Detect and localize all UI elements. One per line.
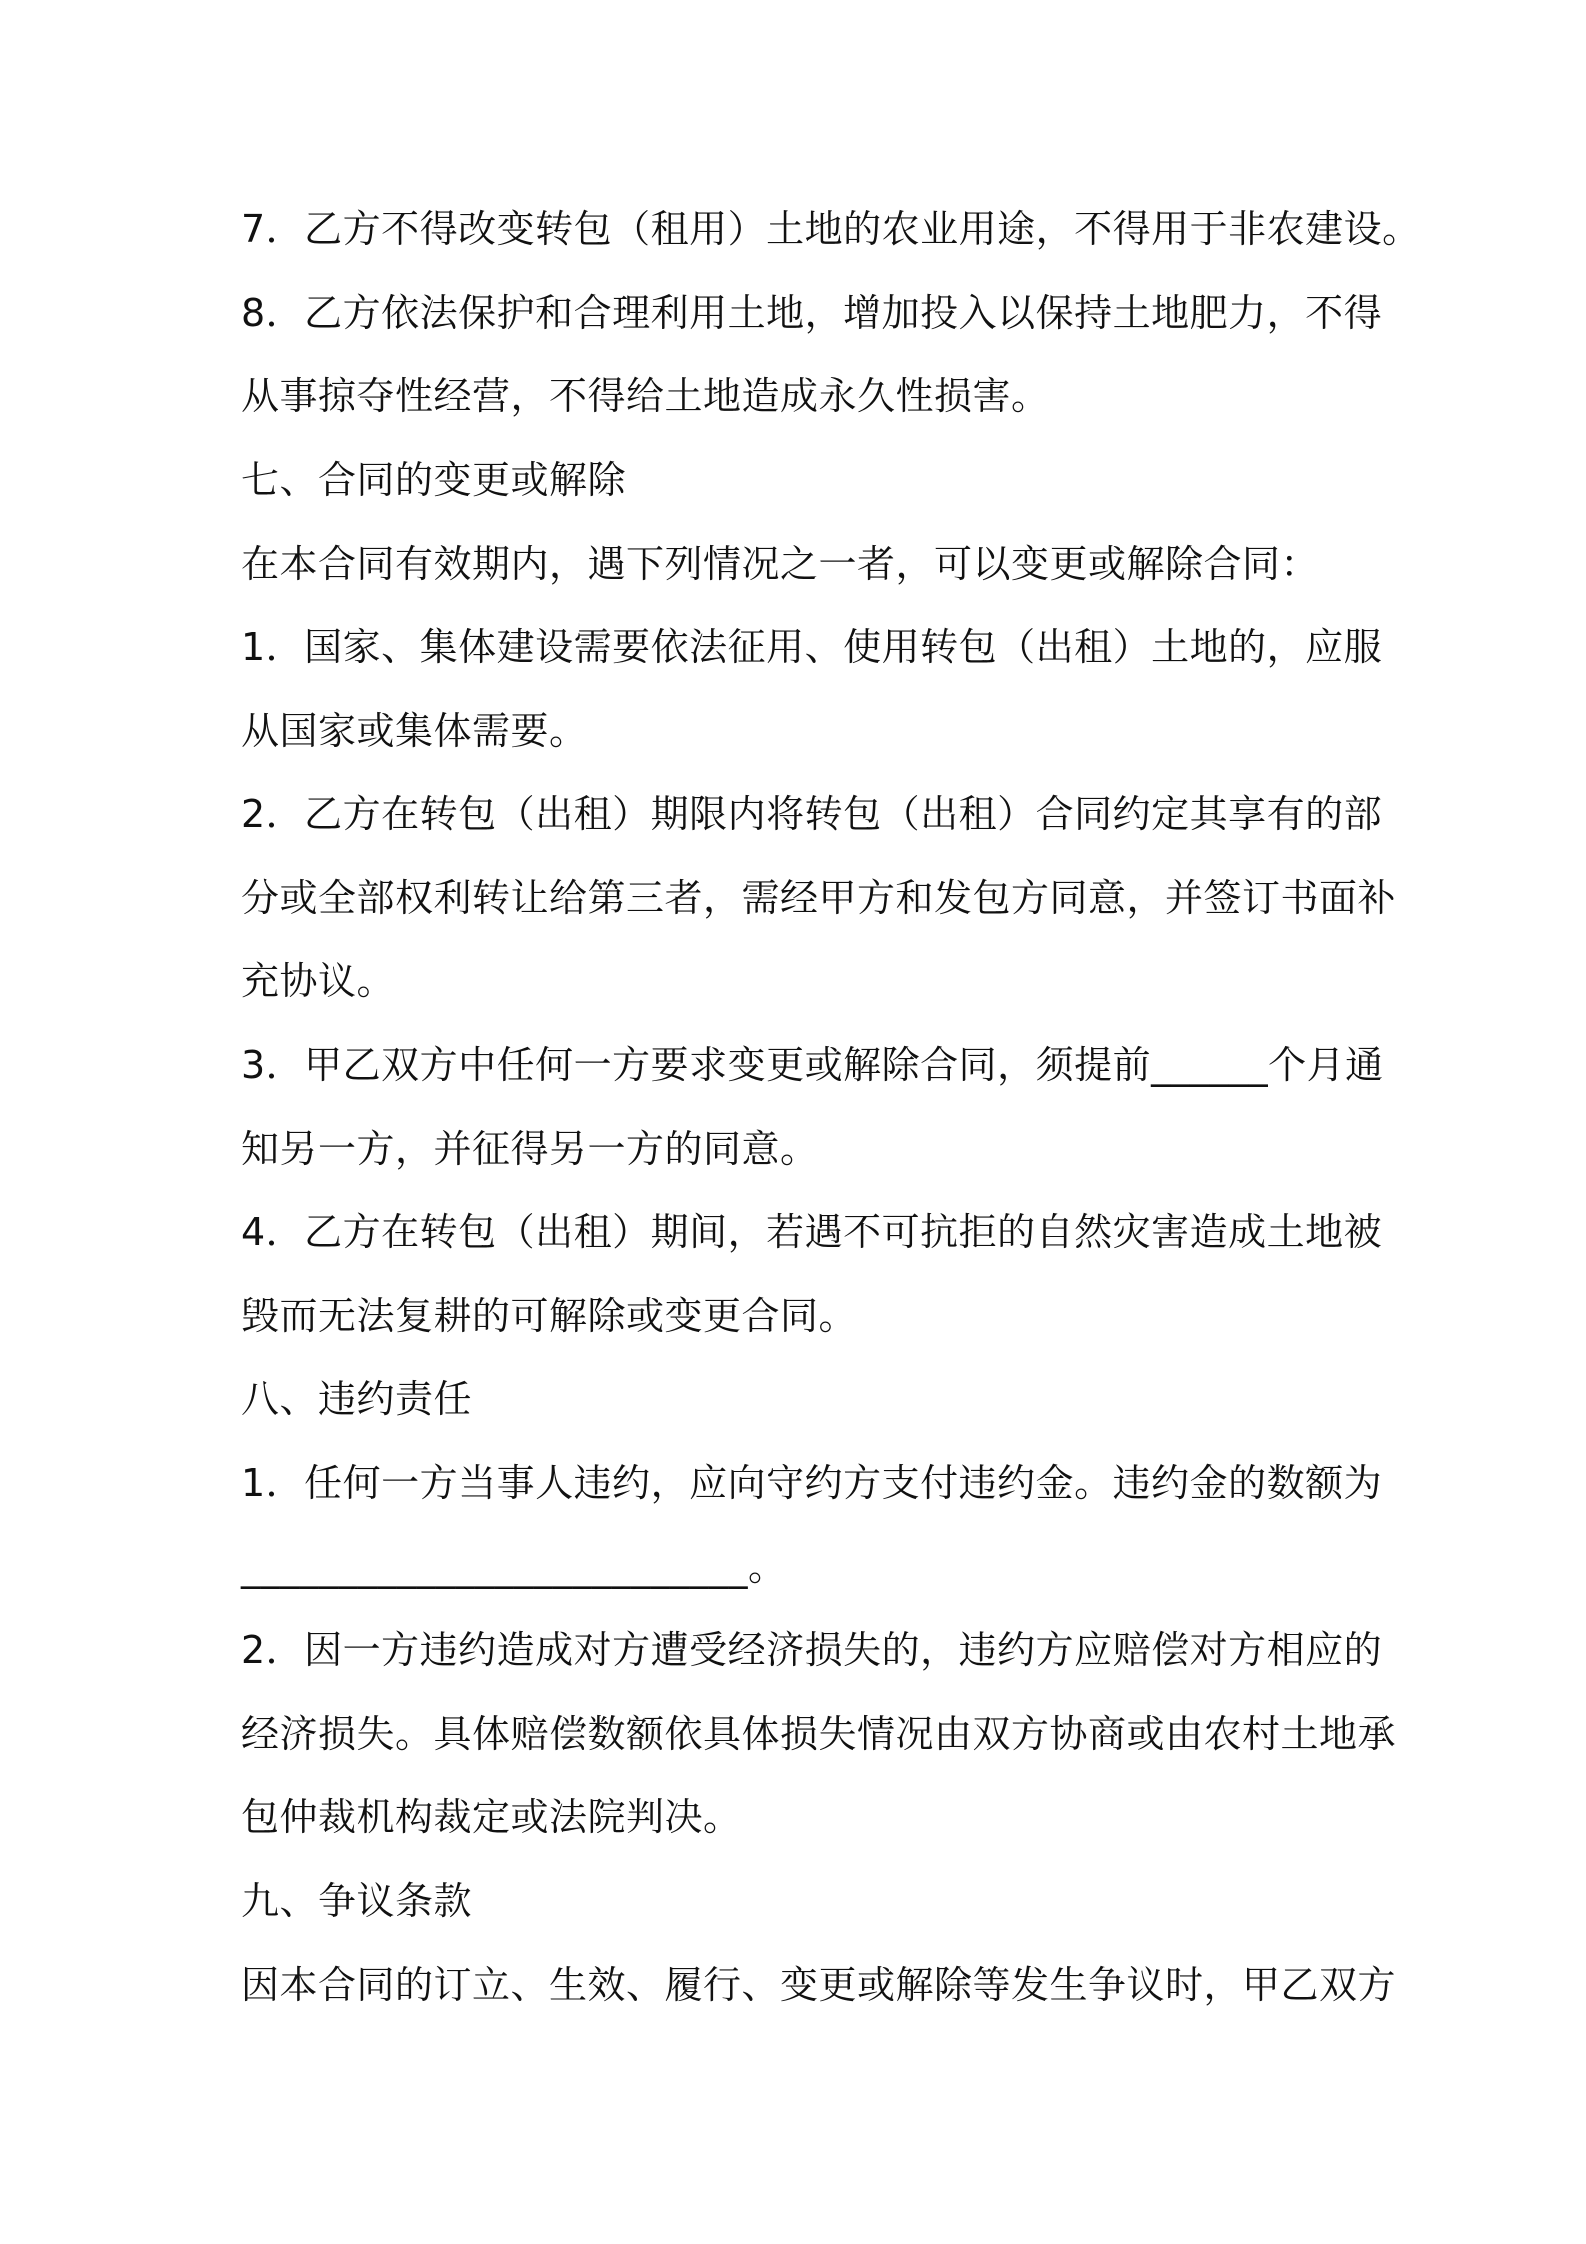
- penalty-2-line-1: 2．因一方违约造成对方遭受经济损失的，违约方应赔偿对方相应的: [241, 1628, 1383, 1672]
- item-1-line-2: 从国家或集体需要。: [241, 709, 588, 753]
- item-1-line-1: 1．国家、集体建设需要依法征用、使用转包（出租）土地的，应服: [241, 625, 1383, 669]
- penalty-1-line-2: __________________________。: [241, 1545, 787, 1589]
- penalty-1-line-1: 1．任何一方当事人违约，应向守约方支付违约金。违约金的数额为: [241, 1461, 1383, 1505]
- section-heading-9: 九、争议条款: [241, 1879, 473, 1923]
- penalty-2-line-3: 包仲裁机构裁定或法院判决。: [241, 1795, 742, 1839]
- section-7-intro: 在本合同有效期内，遇下列情况之一者，可以变更或解除合同：: [241, 542, 1320, 586]
- item-3-line-2: 知另一方，并征得另一方的同意。: [241, 1127, 819, 1171]
- clause-7: 7．乙方不得改变转包（租用）土地的农业用途，不得用于非农建设。: [241, 207, 1421, 251]
- item-2-line-2: 分或全部权利转让给第三者，需经甲方和发包方同意，并签订书面补: [241, 876, 1397, 920]
- dispute-line-1: 因本合同的订立、生效、履行、变更或解除等发生争议时，甲乙双方: [241, 1963, 1397, 2007]
- item-4-line-2: 毁而无法复耕的可解除或变更合同。: [241, 1294, 858, 1338]
- item-4-line-1: 4．乙方在转包（出租）期间，若遇不可抗拒的自然灾害造成土地被: [241, 1210, 1383, 1254]
- item-2-line-1: 2．乙方在转包（出租）期限内将转包（出租）合同约定其享有的部: [241, 792, 1383, 836]
- clause-8-line-2: 从事掠夺性经营，不得给土地造成永久性损害。: [241, 374, 1050, 418]
- penalty-2-line-2: 经济损失。具体赔偿数额依具体损失情况由双方协商或由农村土地承: [241, 1712, 1397, 1756]
- item-3-line-1: 3．甲乙双方中任何一方要求变更或解除合同，须提前______个月通: [241, 1043, 1384, 1087]
- section-heading-8: 八、违约责任: [241, 1377, 473, 1421]
- item-2-line-3: 充协议。: [241, 959, 396, 1003]
- clause-8-line-1: 8．乙方依法保护和合理利用土地，增加投入以保持土地肥力，不得: [241, 291, 1383, 335]
- section-heading-7: 七、合同的变更或解除: [241, 458, 627, 502]
